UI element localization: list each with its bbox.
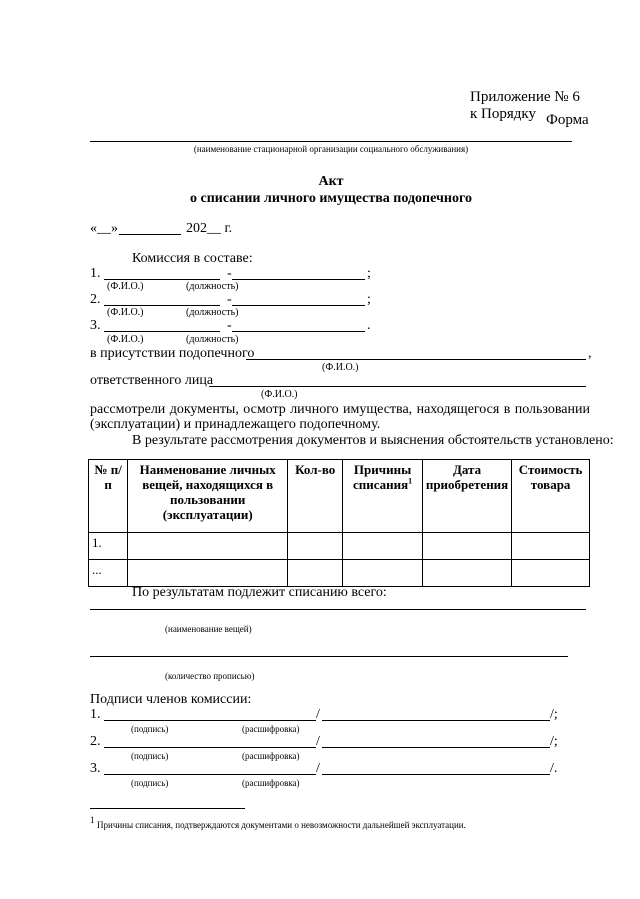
signature-slash: / [316, 707, 320, 722]
cell-name [128, 533, 288, 560]
cell-reason [343, 560, 423, 587]
writeoff-qty-caption: (количество прописью) [165, 671, 255, 681]
body-text-line-2: (эксплуатации) и принадлежащего подопечному. [90, 417, 381, 432]
responsible-fio-line [209, 386, 586, 387]
member-fio-caption: (Ф.И.О.) [107, 334, 144, 345]
signature-decode-line [322, 747, 550, 748]
member-position-caption: (должность) [186, 281, 239, 292]
signature-num: 1. [90, 707, 101, 722]
signature-line [104, 774, 316, 775]
presence-label: в присутствии подопечного [90, 346, 255, 361]
decode-caption: (расшифровка) [242, 751, 300, 761]
member-num: 2. [90, 292, 101, 307]
signature-caption: (подпись) [131, 778, 169, 788]
body-text-line-3: В результате рассмотрения документов и выяснения обстоятельств установлено: [132, 433, 614, 448]
header-reason [343, 460, 423, 533]
table-row [89, 533, 590, 560]
cell-qty [288, 533, 343, 560]
cell-date [422, 560, 511, 587]
member-num: 1. [90, 266, 101, 281]
member-position-line [232, 305, 365, 306]
member-dash: - [227, 266, 232, 281]
signature-end: /. [550, 761, 558, 776]
member-position-line [232, 331, 365, 332]
organization-name-line [90, 141, 572, 142]
table-row [89, 560, 590, 587]
signature-slash: / [316, 734, 320, 749]
appendix-line-1: Приложение № 6 [470, 89, 580, 105]
cell-num: 1. [89, 533, 128, 560]
footnote-text: Причины списания, подтверждаются документами о невозможности дальнейшей эксплуатации. [97, 820, 466, 830]
body-text-line-1: рассмотрели документы, осмотр личного имущества, находящегося в пользовании [90, 402, 590, 417]
signature-num: 3. [90, 761, 101, 776]
responsible-caption: (Ф.И.О.) [261, 389, 298, 400]
header-cost: Стоимость товара [512, 460, 590, 533]
member-end: . [367, 318, 371, 333]
signature-num: 2. [90, 734, 101, 749]
signature-slash: / [316, 761, 320, 776]
cell-qty [288, 560, 343, 587]
member-end: ; [367, 266, 371, 281]
responsible-label: ответственного лица [90, 373, 214, 388]
signature-end: /; [550, 734, 558, 749]
date-year: 202__ г. [186, 221, 233, 236]
member-fio-line [104, 331, 220, 332]
organization-caption: (наименование стационарной организации социального обслуживания) [193, 144, 469, 154]
decode-caption: (расшифровка) [242, 778, 300, 788]
signature-line [104, 720, 316, 721]
signature-caption: (подпись) [131, 724, 169, 734]
writeoff-label: По результатам подлежит списанию всего: [132, 585, 387, 600]
member-dash: - [227, 292, 232, 307]
member-position-caption: (должность) [186, 334, 239, 345]
footnote-separator [90, 808, 245, 809]
writeoff-items-line [90, 609, 586, 610]
signature-line [104, 747, 316, 748]
header-num: № п/п [89, 460, 128, 533]
presence-comma: , [588, 346, 592, 361]
presence-caption: (Ф.И.О.) [322, 362, 359, 373]
cell-cost [512, 560, 590, 587]
date-month-line [119, 234, 181, 235]
signature-decode-line [322, 774, 550, 775]
cell-name [128, 560, 288, 587]
cell-num: ... [89, 560, 128, 587]
member-fio-caption: (Ф.И.О.) [107, 307, 144, 318]
act-title: Акт [318, 174, 344, 189]
signature-decode-line [322, 720, 550, 721]
writeoff-qty-line [90, 656, 568, 657]
form-label: Форма [546, 112, 589, 128]
header-name: Наименование личных вещей, находящихся в пользовании (эксплуатации) [128, 460, 288, 533]
presence-fio-line [246, 359, 586, 360]
appendix-line-2: к Порядку [470, 106, 536, 122]
cell-reason [343, 533, 423, 560]
act-subtitle: о списании личного имущества подопечного [190, 191, 472, 206]
footnote-ref: 1 [408, 476, 413, 486]
member-num: 3. [90, 318, 101, 333]
header-qty: Кол-во [288, 460, 343, 533]
commission-heading: Комиссия в составе: [132, 251, 253, 266]
signature-end: /; [550, 707, 558, 722]
member-position-caption: (должность) [186, 307, 239, 318]
header-date: Дата приобретения [422, 460, 511, 533]
member-dash: - [227, 318, 232, 333]
header-reason-text: Причины списания [352, 462, 412, 492]
cell-date [422, 533, 511, 560]
items-table [88, 459, 590, 587]
table-header-row [89, 460, 590, 533]
member-position-line [232, 279, 365, 280]
member-fio-line [104, 305, 220, 306]
cell-cost [512, 533, 590, 560]
footnote-mark: 1 [90, 815, 95, 825]
member-fio-caption: (Ф.И.О.) [107, 281, 144, 292]
member-fio-line [104, 279, 220, 280]
decode-caption: (расшифровка) [242, 724, 300, 734]
signature-caption: (подпись) [131, 751, 169, 761]
signatures-heading: Подписи членов комиссии: [90, 692, 252, 707]
member-end: ; [367, 292, 371, 307]
date-day: «__» [90, 221, 118, 236]
writeoff-items-caption: (наименование вещей) [165, 624, 252, 634]
